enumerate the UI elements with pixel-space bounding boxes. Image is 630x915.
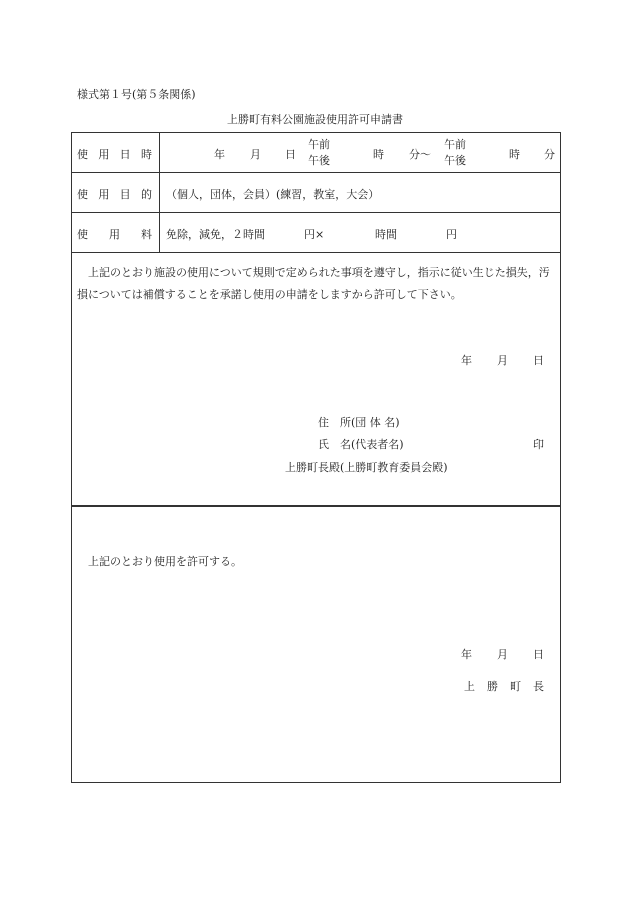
divider-row2: [71, 212, 561, 213]
minute-start-to: 分～: [409, 148, 431, 161]
application-statement: 上記のとおり施設の使用について規則で定められた事項を遵守し，指示に従い生じた損失，汚損については補償することを承諾し使用の申請をしますから許可して下さい。: [77, 266, 550, 301]
label-char: 用: [109, 228, 120, 241]
minute-end: 分: [544, 148, 555, 161]
divider-row1: [71, 172, 561, 173]
application-year: 年: [461, 354, 472, 367]
divider-permission: [71, 505, 561, 507]
label-char: 使: [77, 228, 88, 241]
ampm-end: [444, 137, 466, 169]
pm-end: 午後: [444, 154, 466, 167]
label-char: 使: [77, 148, 88, 161]
usage-purpose-value: （個人，団体，会員）(練習，教室，大会）: [166, 188, 380, 201]
application-month: 月: [497, 354, 508, 367]
label-char: 用: [98, 188, 110, 201]
label-char: 町: [510, 680, 521, 693]
year-unit: 年: [214, 148, 225, 161]
form-number: 様式第１号(第５条関係): [77, 88, 196, 101]
applicant-name-label: 氏 名(代表者名): [318, 438, 404, 451]
divider-row3: [71, 252, 561, 253]
am-end: 午前: [444, 138, 466, 151]
permission-year: 年: [461, 648, 472, 661]
label-column-divider: [159, 132, 160, 253]
label-char: 日: [119, 148, 131, 161]
fee-yen-times: 円×: [304, 228, 325, 241]
label-char: 目: [119, 188, 131, 201]
fee-hours: 時間: [375, 228, 397, 241]
label-char: 使: [77, 188, 88, 201]
usage-purpose-label: [77, 186, 152, 202]
label-char: 長: [533, 680, 544, 693]
permission-signer: [464, 678, 544, 694]
label-char: 的: [140, 188, 152, 201]
permission-day: 日: [533, 648, 544, 661]
usage-fee-label: [77, 226, 152, 242]
label-char: 時: [140, 148, 152, 161]
form-title: 上勝町有料公園施設使用許可申請書: [227, 113, 403, 126]
fee-exempt: 免除，減免，２時間: [166, 228, 265, 241]
applicant-address-label: 住 所(団 体 名): [318, 416, 400, 429]
label-char: 勝: [487, 680, 498, 693]
application-day: 日: [533, 354, 544, 367]
month-unit: 月: [250, 148, 261, 161]
hour-end: 時: [509, 148, 520, 161]
am-start: 午前: [308, 138, 330, 151]
pm-start: 午後: [308, 154, 330, 167]
permission-statement: 上記のとおり使用を許可する。: [88, 555, 242, 568]
ampm-start: [308, 137, 330, 169]
addressee: 上勝町長殿(上勝町教育委員会殿): [285, 461, 448, 474]
day-unit: 日: [285, 148, 296, 161]
label-char: 用: [98, 148, 110, 161]
permission-month: 月: [497, 648, 508, 661]
hour-start: 時: [373, 148, 384, 161]
label-char: 上: [464, 680, 475, 693]
fee-yen: 円: [446, 228, 457, 241]
seal-mark: 印: [533, 438, 544, 451]
label-char: 料: [141, 228, 152, 241]
usage-date-label: [77, 146, 152, 162]
